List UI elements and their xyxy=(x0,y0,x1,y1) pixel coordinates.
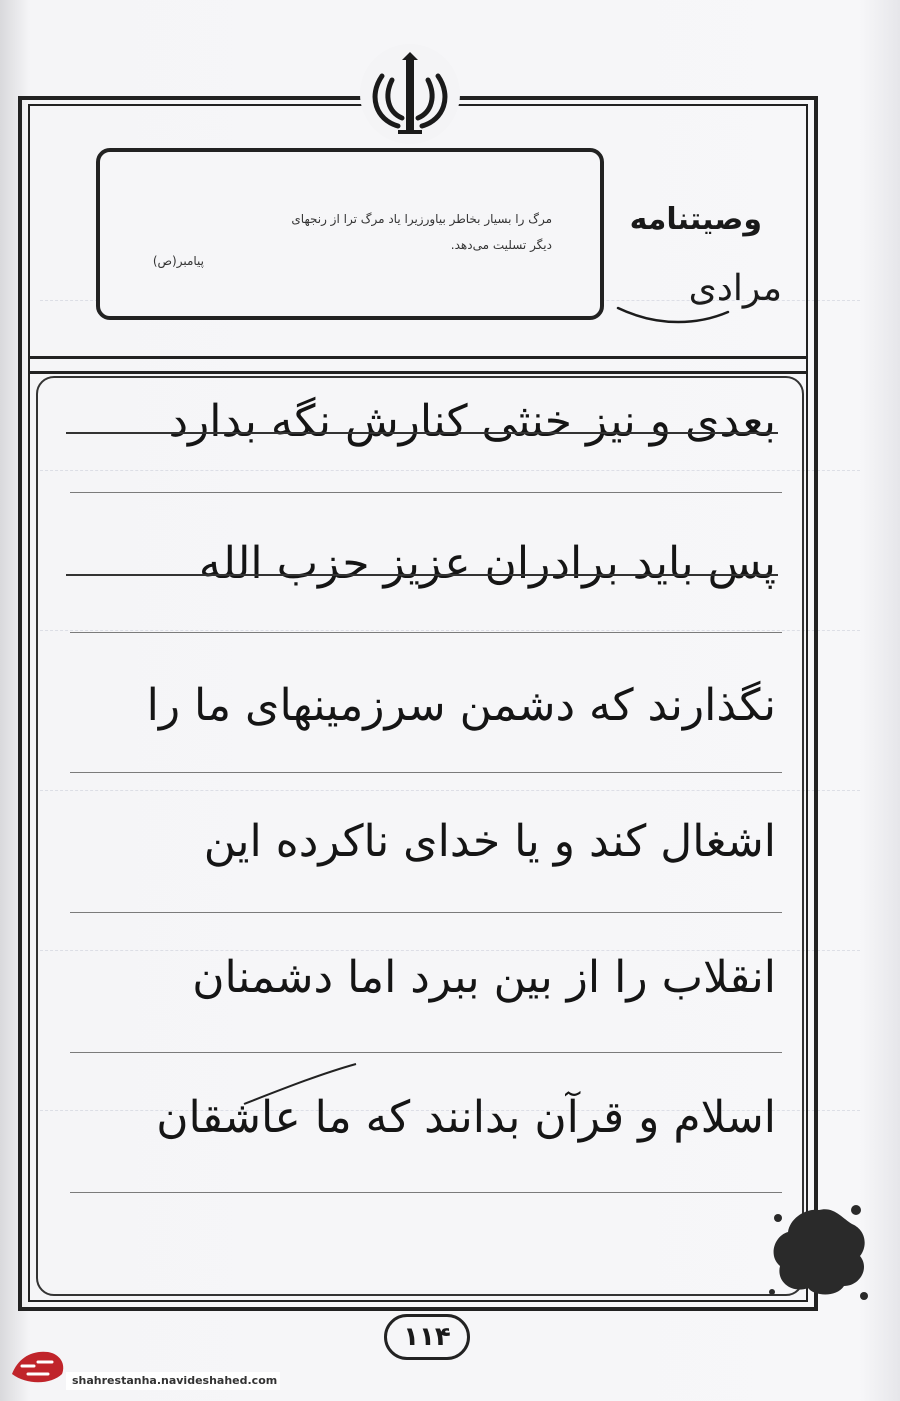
iran-emblem-icon xyxy=(362,46,458,142)
site-watermark xyxy=(8,1344,276,1394)
handwritten-line: پس باید برادران عزیز حزب الله xyxy=(198,538,776,589)
name-underline-flourish xyxy=(610,290,730,330)
ruled-line xyxy=(70,1052,782,1053)
pen-stroke-mark xyxy=(240,1060,360,1110)
watermark-url: shahrestanha.navideshahed.com xyxy=(66,1372,280,1390)
navideshahed-logo xyxy=(8,1344,68,1388)
form-title: وصیتنامه xyxy=(629,202,762,237)
ink-blot xyxy=(764,1196,874,1306)
page-number: ۱۱۴ xyxy=(384,1314,470,1360)
handwritten-line: بعدی و نیز خنثی کنارش نگه بدارد xyxy=(168,396,776,447)
handwritten-line: اشغال کند و یا خدای ناکرده این xyxy=(203,816,776,867)
quote-text-line-2: دیگر تسلیت می‌دهد. xyxy=(450,238,552,252)
handwritten-line: نگذارند که دشمن سرزمینهای ما را xyxy=(146,680,776,731)
handwritten-name: مرادی xyxy=(688,268,782,309)
ruled-line xyxy=(70,772,782,773)
handwritten-line: اسلام و قرآن بدانند که ما عاشقان xyxy=(156,1092,776,1143)
handwritten-line: انقلاب را از بین ببرد اما دشمنان xyxy=(192,952,776,1003)
ruled-line xyxy=(70,1192,782,1193)
ruled-line xyxy=(70,912,782,913)
strike-through xyxy=(66,432,778,434)
header-divider xyxy=(30,356,806,374)
quote-attribution: پیامبر(ص) xyxy=(152,254,204,268)
ruled-line xyxy=(70,492,782,493)
quote-text-line-1: مرگ را بسیار بخاطر بیاورزیرا یاد مرگ ترا از رنجهای xyxy=(291,212,552,226)
ruled-line xyxy=(70,632,782,633)
quote-box xyxy=(96,148,604,320)
strike-through xyxy=(66,574,778,576)
